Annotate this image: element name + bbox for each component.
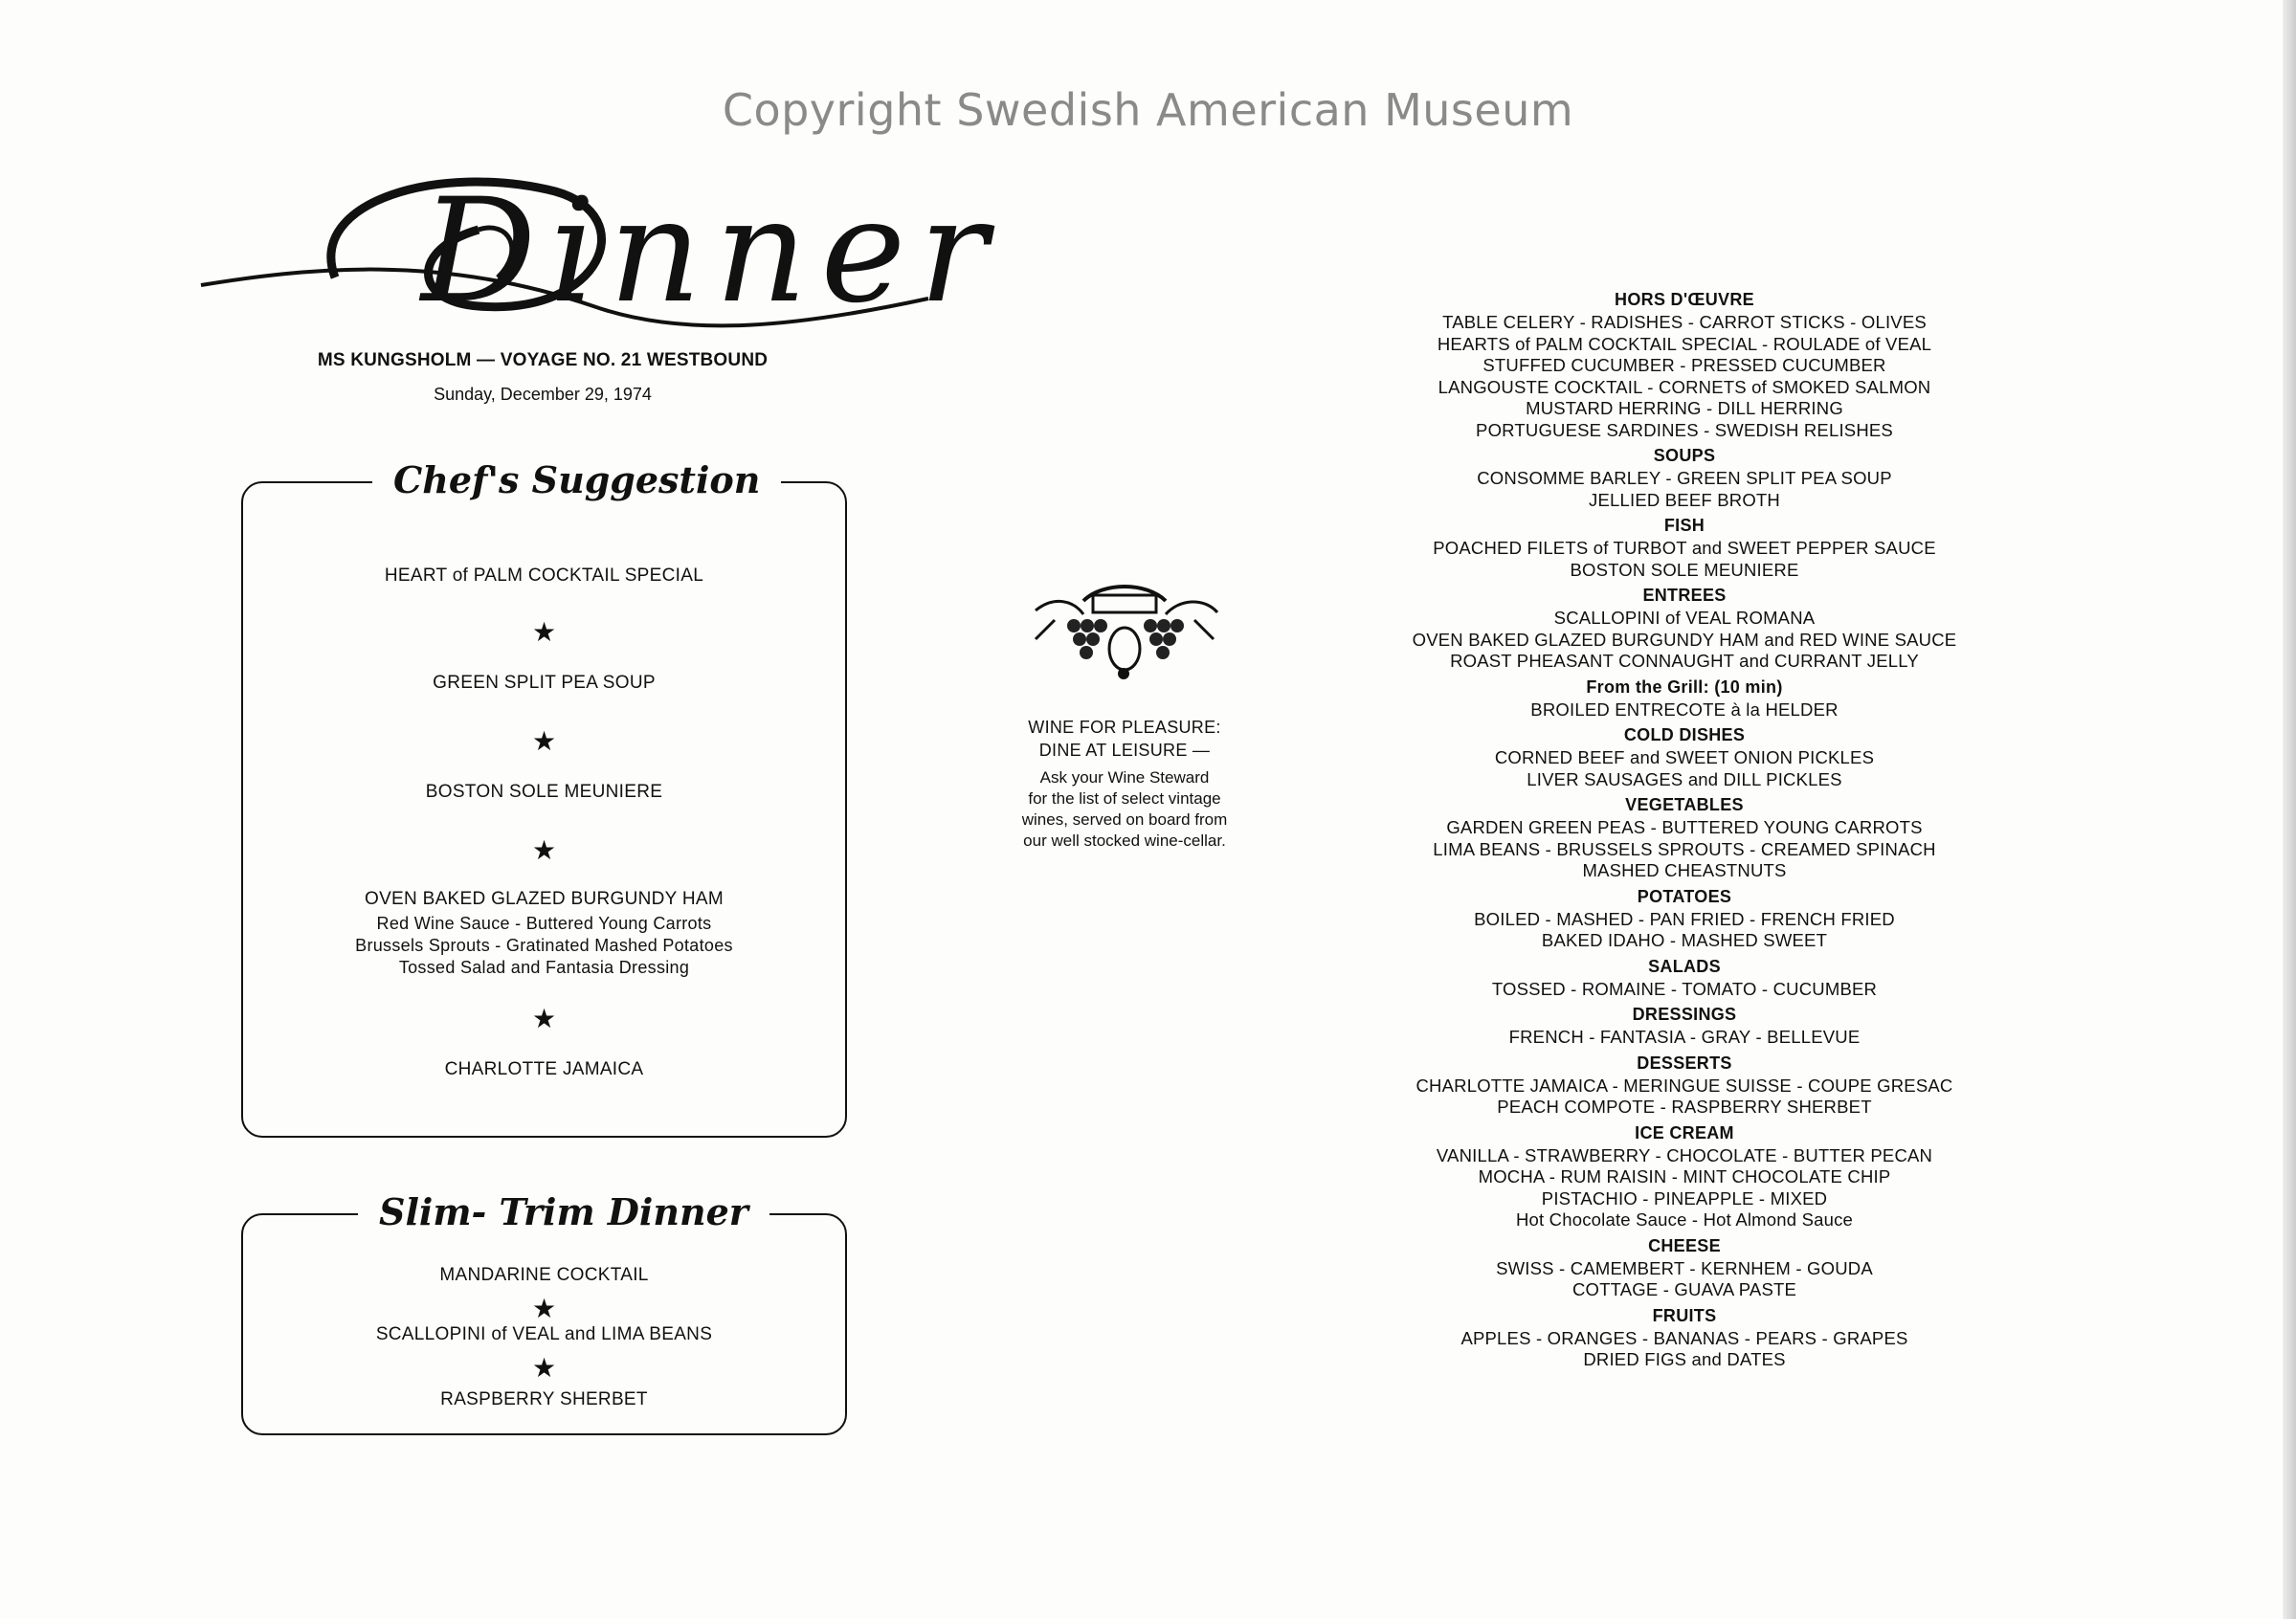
menu-line: LANGOUSTE COCKTAIL - CORNETS of SMOKED SALMON [1438,376,1931,397]
course-item: MANDARINE COCKTAIL [439,1265,649,1285]
menu-section-heading: COLD DISHES [1623,725,1746,744]
chefs-suggestion-title: Chef's Suggestion [372,462,781,499]
menu-line: APPLES - ORANGES - BANANAS - PEARS - GRAPES [1460,1327,1908,1348]
star-separator-icon: ★ [531,835,557,865]
menu-section [1321,722,2048,790]
wine-note-line: our well stocked wine-cellar. [1023,832,1226,850]
menu-section-heading: HORS D'ŒUVRE [1615,290,1754,309]
course-detail: Tossed Salad and Fantasia Dressing [398,958,690,977]
menu-date: Sunday, December 29, 1974 [434,385,652,404]
menu-section-heading: FRUITS [1652,1305,1717,1325]
menu-line: TABLE CELERY - RADISHES - CARROT STICKS - OLIVES [1442,312,1927,332]
menu-line: GARDEN GREEN PEAS - BUTTERED YOUNG CARROTS [1446,817,1923,837]
menu-section [1321,1303,2048,1371]
menu-line: SWISS - CAMEMBERT - KERNHEM - GOUDA [1496,1257,1873,1278]
menu-line: BAKED IDAHO - MASHED SWEET [1541,930,1828,950]
menu-line: LIMA BEANS - BRUSSELS SPROUTS - CREAMED SPINACH [1433,838,1936,859]
star-separator-icon: ★ [531,1294,557,1323]
menu-line: TOSSED - ROMAINE - TOMATO - CUCUMBER [1491,978,1878,999]
star-separator-icon: ★ [531,1353,557,1383]
course-detail: Red Wine Sauce - Buttered Young Carrots [376,914,712,933]
menu-line: BOSTON SOLE MEUNIERE [1570,559,1799,580]
star-separator-icon: ★ [531,1004,557,1033]
menu-section [1321,583,2048,673]
menu-section [1321,675,2048,721]
course-item: GREEN SPLIT PEA SOUP [433,673,656,693]
course-item: RASPBERRY SHERBET [440,1389,648,1409]
menu-section [1321,792,2048,882]
menu-section [1321,1233,2048,1301]
menu-section [1321,513,2048,581]
slim-trim-box [241,1190,847,1435]
slim-trim-title: Slim- Trim Dinner [358,1194,769,1231]
menu-line: ROAST PHEASANT CONNAUGHT and CURRANT JELLY [1450,651,1919,671]
course-detail: Brussels Sprouts - Gratinated Mashed Potatoes [355,936,733,955]
menu-section [1321,954,2048,1001]
menu-section-heading: ICE CREAM [1635,1122,1734,1142]
course-item: HEART of PALM COCKTAIL SPECIAL [384,566,704,586]
wine-note [957,767,1292,852]
menu-section [1321,443,2048,511]
chefs-suggestion-box [241,458,847,1138]
menu-line: Hot Chocolate Sauce - Hot Almond Sauce [1515,1209,1854,1230]
menu-line: MOCHA - RUM RAISIN - MINT CHOCOLATE CHIP [1478,1166,1891,1187]
menu-section-heading: SALADS [1648,956,1721,976]
wine-heading-line: WINE FOR PLEASURE: [1028,718,1221,737]
full-menu [1321,287,2048,1373]
menu-section-heading: FISH [1663,516,1705,535]
menu-section [1321,1002,2048,1049]
menu-section [1321,884,2048,952]
grapes-basket-icon [1016,582,1233,681]
menu-line: MASHED CHEASTNUTS [1582,860,1787,880]
menu-section-heading: CHEESE [1648,1235,1721,1255]
menu-line: OVEN BAKED GLAZED BURGUNDY HAM and RED WINE SAUCE [1412,629,1957,650]
menu-section [1321,1051,2048,1119]
menu-section-heading: VEGETABLES [1625,795,1744,814]
menu-section [1321,287,2048,441]
menu-section [1321,1120,2048,1231]
course-item: OVEN BAKED GLAZED BURGUNDY HAM [364,889,724,909]
page-edge [2283,0,2296,1619]
wine-heading-line: DINE AT LEISURE — [1038,741,1211,760]
menu-section-heading: From the Grill: (10 min) [1586,676,1783,697]
menu-line: CORNED BEEF and SWEET ONION PICKLES [1494,747,1875,767]
star-separator-icon: ★ [531,726,557,756]
course-item: BOSTON SOLE MEUNIERE [425,782,663,802]
menu-line: CHARLOTTE JAMAICA - MERINGUE SUISSE - COUPE GRESAC [1415,1075,1953,1096]
wine-note-line: wines, served on board from [1021,810,1228,829]
menu-section-heading: DRESSINGS [1632,1005,1737,1024]
menu-line: FRENCH - FANTASIA - GRAY - BELLEVUE [1508,1027,1861,1047]
dinner-title: Dinner [421,168,1001,335]
copyright-watermark: Copyright Swedish American Museum [722,84,1574,136]
menu-line: BROILED ENTRECOTE à la HELDER [1530,699,1839,720]
voyage-line: MS KUNGSHOLM — VOYAGE NO. 21 WESTBOUND [317,350,769,370]
course-item: CHARLOTTE JAMAICA [444,1059,644,1079]
menu-section-heading: DESSERTS [1637,1053,1732,1073]
wine-note-line: for the list of select vintage [1028,789,1221,808]
menu-line: STUFFED CUCUMBER - PRESSED CUCUMBER [1482,355,1886,375]
star-separator-icon: ★ [531,617,557,647]
menu-line: COTTAGE - GUAVA PASTE [1572,1279,1797,1299]
menu-line: POACHED FILETS of TURBOT and SWEET PEPPER SAUCE [1433,538,1936,558]
menu-line: HEARTS of PALM COCKTAIL SPECIAL - ROULADE of VEAL [1437,333,1932,354]
menu-section-heading: POTATOES [1637,886,1732,906]
course-item: SCALLOPINI of VEAL and LIMA BEANS [375,1324,713,1344]
menu-line: SCALLOPINI of VEAL ROMANA [1553,608,1816,628]
menu-line: PORTUGUESE SARDINES - SWEDISH RELISHES [1476,419,1893,440]
menu-line: LIVER SAUSAGES and DILL PICKLES [1527,768,1842,789]
menu-line: DRIED FIGS and DATES [1583,1349,1786,1369]
menu-line: CONSOMME BARLEY - GREEN SPLIT PEA SOUP [1477,468,1892,488]
menu-line: PEACH COMPOTE - RASPBERRY SHERBET [1497,1097,1872,1117]
menu-line: VANILLA - STRAWBERRY - CHOCOLATE - BUTTER PECAN [1436,1144,1933,1165]
menu-section-heading: ENTREES [1642,586,1727,605]
menu-section-heading: SOUPS [1653,446,1716,465]
wine-heading [957,716,1292,762]
menu-line: BOILED - MASHED - PAN FRIED - FRENCH FRIED [1474,908,1895,929]
menu-line: PISTACHIO - PINEAPPLE - MIXED [1541,1187,1828,1209]
menu-line: JELLIED BEEF BROTH [1589,489,1780,510]
menu-line: MUSTARD HERRING - DILL HERRING [1526,398,1843,418]
wine-note-line: Ask your Wine Steward [1039,768,1210,787]
dinner-script-logo [191,163,1001,354]
